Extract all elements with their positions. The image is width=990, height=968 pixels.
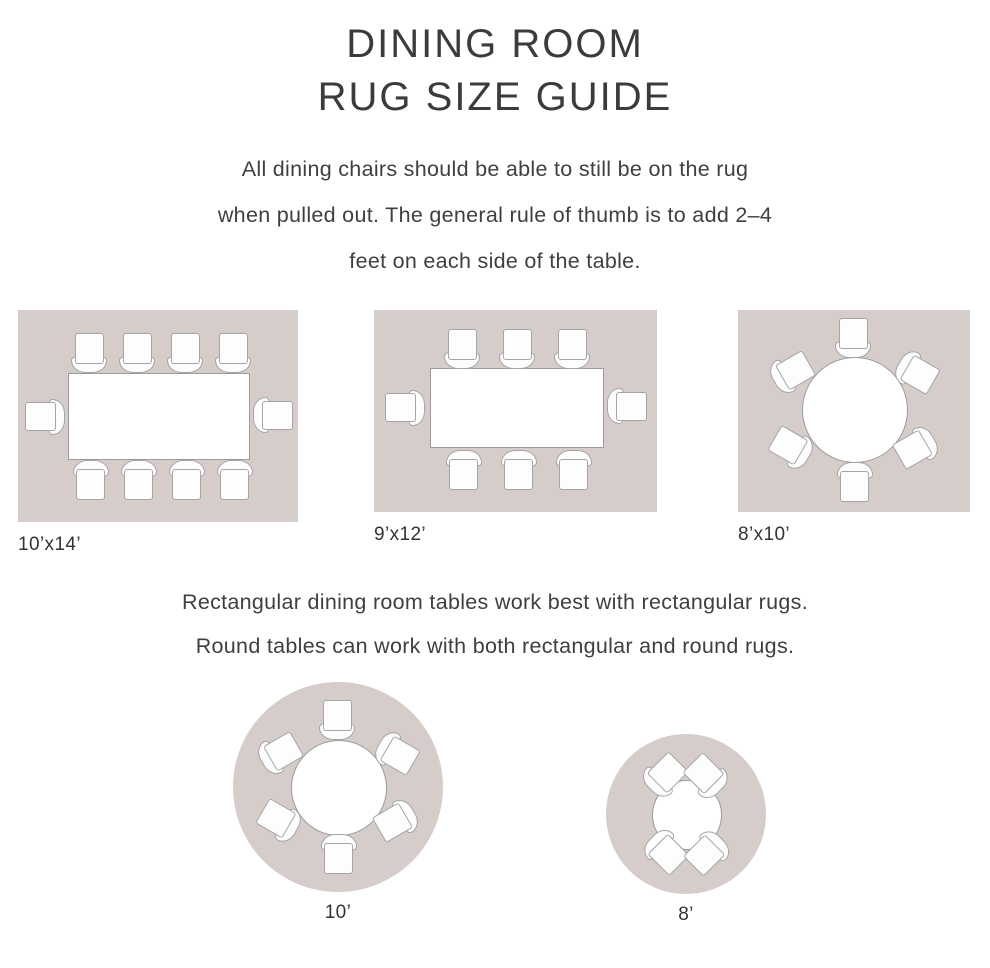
rug-diagram-8x10: [738, 310, 970, 546]
chair: [501, 450, 535, 490]
chair: [607, 390, 647, 424]
chair-seat-icon: [840, 471, 869, 502]
chair-seat-icon: [385, 393, 416, 422]
chair-seat-icon: [76, 469, 105, 500]
chair-seat-icon: [262, 401, 293, 430]
rug-area: [374, 310, 657, 512]
chair-seat-icon: [839, 318, 868, 349]
chair: [25, 399, 65, 433]
chair: [121, 333, 155, 373]
chair-seat-icon: [124, 469, 153, 500]
rug-size-label: 8’x10’: [738, 524, 791, 545]
intro-paragraph: [115, 146, 875, 284]
rug-area-round: [233, 682, 443, 892]
chair-seat-icon: [449, 459, 478, 490]
title-line-2: RUG SIZE GUIDE: [317, 75, 673, 119]
chair: [501, 329, 535, 369]
chair-seat-icon: [559, 459, 588, 490]
chair-seat-icon: [558, 329, 587, 360]
intro-line-1: All dining chairs should be able to still be on the rug: [241, 157, 749, 181]
rug-area: [738, 310, 970, 512]
chair-seat-icon: [616, 392, 647, 421]
rectangular-rug-row: [0, 310, 990, 560]
chair: [837, 462, 871, 502]
rug-size-label: 9’x12’: [374, 524, 427, 545]
intro-line-2: when pulled out. The general rule of thumb is to add 2–4: [217, 203, 773, 227]
chair: [73, 460, 107, 500]
chair: [556, 450, 590, 490]
chair: [121, 460, 155, 500]
intro-line-3: feet on each side of the table.: [349, 249, 641, 273]
rug-size-label: 10’: [324, 902, 352, 923]
chair-seat-icon: [324, 843, 353, 874]
chair: [169, 460, 203, 500]
rug-area-round: [606, 734, 766, 894]
rug-diagram-9x12: [374, 310, 657, 546]
chair-seat-icon: [75, 333, 104, 364]
chair: [446, 329, 480, 369]
chair: [169, 333, 203, 373]
mid-line-2: Round tables can work with both rectangular and round rugs.: [195, 634, 795, 658]
chair: [385, 390, 425, 424]
rug-diagram-round-8: [606, 734, 766, 926]
dining-table-rectangle: [430, 368, 604, 448]
chair: [73, 333, 107, 373]
chair-seat-icon: [323, 700, 352, 731]
chair: [217, 333, 251, 373]
chair: [253, 399, 293, 433]
chair-seat-icon: [25, 402, 56, 431]
chair-seat-icon: [171, 333, 200, 364]
chair: [217, 460, 251, 500]
mid-line-1: Rectangular dining room tables work best with rectangular rugs.: [182, 590, 808, 614]
round-rug-row: [0, 682, 990, 942]
rug-area: [18, 310, 298, 522]
rug-size-label: 8’: [678, 904, 694, 925]
mid-paragraph: [0, 580, 990, 668]
title-line-1: DINING ROOM: [346, 22, 644, 66]
rug-diagram-round-10: [233, 682, 443, 924]
chair-seat-icon: [504, 459, 533, 490]
chair-seat-icon: [123, 333, 152, 364]
dining-table-rectangle: [68, 373, 250, 460]
chair-seat-icon: [219, 333, 248, 364]
chair: [321, 700, 355, 740]
chair: [321, 834, 355, 874]
chair-seat-icon: [220, 469, 249, 500]
chair: [837, 318, 871, 358]
page-title: [0, 0, 990, 124]
chair-seat-icon: [448, 329, 477, 360]
chair: [556, 329, 590, 369]
rug-size-label: 10’x14’: [18, 534, 82, 555]
chair-seat-icon: [172, 469, 201, 500]
rug-diagram-10x14: [18, 310, 298, 556]
chair: [446, 450, 480, 490]
chair-seat-icon: [503, 329, 532, 360]
